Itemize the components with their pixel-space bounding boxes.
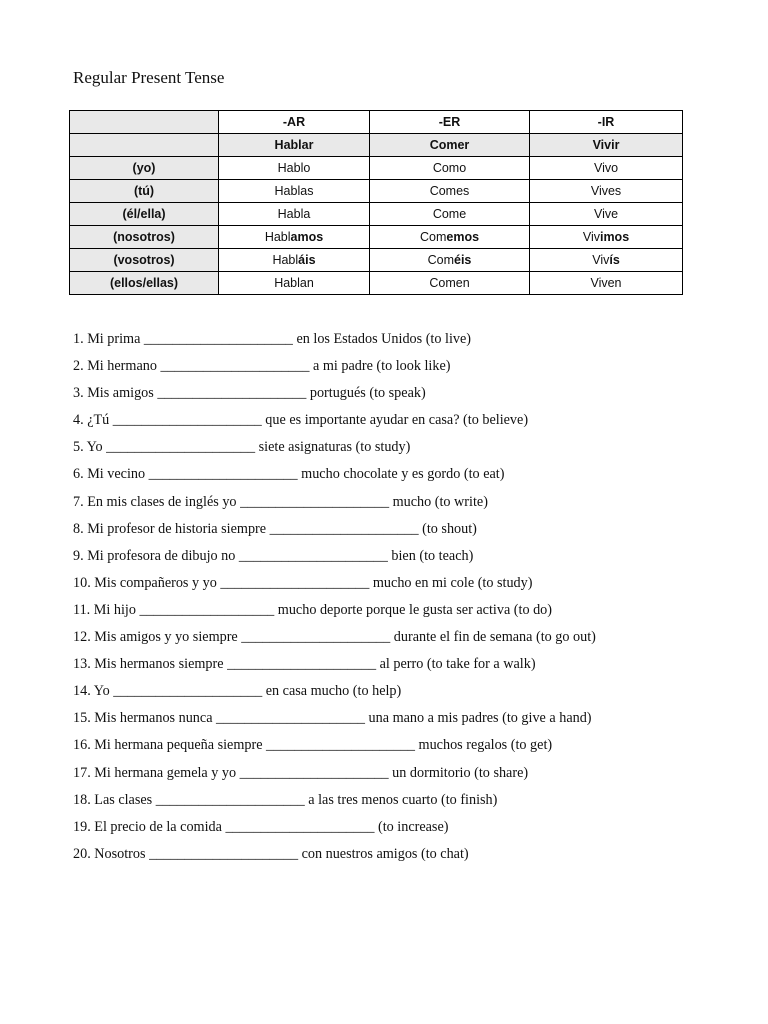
verb-ending: an [299,275,314,290]
column-header-ir: -IR [530,111,683,134]
exercise-item: 17. Mi hermana gemela y yo _____________________ un dormitorio (to share) [73,764,529,781]
exercise-item: 20. Nosotros _____________________ con nuestros amigos (to chat) [73,845,469,862]
exercise-item: 8. Mi profesor de historia siempre _____________________ (to shout) [73,520,477,537]
exercise-item: 13. Mis hermanos siempre _____________________ al perro (to take for a walk) [73,656,536,673]
verb-ending: en [455,275,470,290]
verb-ending: ís [609,252,620,267]
exercise-item: 14. Yo _____________________ en casa mucho (to help) [73,683,402,700]
pronoun-cell: (tú) [70,180,219,203]
conjugation-cell [370,180,530,203]
verb-comer: Comer [370,134,530,157]
conjugation-cell [530,272,683,295]
verb-ending: o [611,160,619,175]
corner-cell [70,134,219,157]
verb-hablar: Hablar [219,134,370,157]
exercise-item: 2. Mi hermano _____________________ a mi padre (to look like) [73,358,451,375]
verb-ending: amos [290,229,324,244]
exercise-list [73,329,596,871]
conjugation-cell [219,226,370,249]
column-header-ar: -AR [219,111,370,134]
table-header-row [70,111,683,134]
verb-ending: es [607,183,622,198]
verb-stem: Habl [274,275,300,290]
verb-ending: a [303,206,311,221]
page-title: Regular Present Tense [73,68,225,87]
conjugation-cell [370,226,530,249]
verb-ending: emos [446,229,480,244]
table-row [70,180,683,203]
verb-stem: Viv [590,275,608,290]
verb-stem: Viv [593,160,612,175]
verb-stem: Com [432,160,460,175]
verb-stem: Viv [592,252,610,267]
verb-stem: Com [429,275,456,290]
table-verb-row [70,134,683,157]
verb-stem: Habl [277,206,304,221]
exercise-item: 12. Mis amigos y yo siempre _____________________ durante el fin de semana (to go out) [73,629,596,646]
verb-ending: e [611,206,619,221]
exercise-item: 1. Mi prima _____________________ en los Estados Unidos (to live) [73,331,472,347]
verb-stem: Viv [582,229,600,244]
conjugation-cell [219,180,370,203]
verb-ending: o [459,160,467,175]
verb-stem: Habl [272,252,299,267]
verb-vivir: Vivir [530,134,683,157]
pronoun-cell: (vosotros) [70,249,219,272]
conjugation-cell [219,249,370,272]
exercise-item: 7. En mis clases de inglés yo _____________________ mucho (to write) [73,493,488,510]
verb-stem: Com [427,252,454,267]
verb-stem: Habl [277,160,304,175]
verb-stem: Com [432,206,460,221]
table-row [70,157,683,180]
verb-ending: e [459,206,467,221]
conjugation-cell [219,272,370,295]
conjugation-cell [370,203,530,226]
verb-stem: Com [419,229,447,244]
exercise-item: 11. Mi hijo ___________________ mucho deporte porque le gusta ser activa (to do) [73,601,553,618]
exercise-item: 4. ¿Tú _____________________ que es importante ayudar en casa? (to believe) [73,412,529,429]
verb-ending: es [456,183,470,198]
exercise-item: 5. Yo _____________________ siete asignaturas (to study) [73,439,411,456]
verb-ending: en [607,275,622,290]
corner-cell [70,111,219,134]
pronoun-cell: (ellos/ellas) [70,272,219,295]
exercise-item: 19. El precio de la comida _____________________ (to increase) [73,818,449,835]
conjugation-cell [370,249,530,272]
exercise-item: 16. Mi hermana pequeña siempre _____________________ muchos regalos (to get) [73,737,553,754]
verb-stem: Habl [274,183,301,198]
verb-stem: Com [429,183,457,198]
conjugation-table [69,110,683,295]
verb-ending: as [300,183,314,198]
verb-ending: áis [298,252,316,267]
exercise-item: 9. Mi profesora de dibujo no _____________________ bien (to teach) [73,547,474,564]
conjugation-cell [530,157,683,180]
column-header-er: -ER [370,111,530,134]
exercise-item: 15. Mis hermanos nunca _____________________ una mano a mis padres (to give a hand) [73,710,592,727]
verb-stem: Viv [590,183,608,198]
exercise-item: 18. Las clases _____________________ a las tres menos cuarto (to finish) [73,791,498,808]
conjugation-cell [219,157,370,180]
conjugation-cell [219,203,370,226]
conjugation-cell [530,203,683,226]
verb-stem: Viv [593,206,612,221]
table-row [70,226,683,249]
exercise-item: 3. Mis amigos _____________________ portugués (to speak) [73,385,426,402]
exercise-item: 10. Mis compañeros y yo _____________________ mucho en mi cole (to study) [73,574,533,591]
table-row [70,249,683,272]
pronoun-cell: (yo) [70,157,219,180]
verb-ending: imos [599,229,630,244]
pronoun-cell: (nosotros) [70,226,219,249]
verb-stem: Habl [264,229,291,244]
pronoun-cell: (él/ella) [70,203,219,226]
conjugation-cell [370,157,530,180]
verb-ending: o [303,160,311,175]
table-row [70,203,683,226]
conjugation-cell [370,272,530,295]
table-row [70,272,683,295]
conjugation-cell [530,226,683,249]
conjugation-cell [530,249,683,272]
exercise-item: 6. Mi vecino _____________________ mucho chocolate y es gordo (to eat) [73,466,505,483]
conjugation-cell [530,180,683,203]
verb-ending: éis [454,252,472,267]
